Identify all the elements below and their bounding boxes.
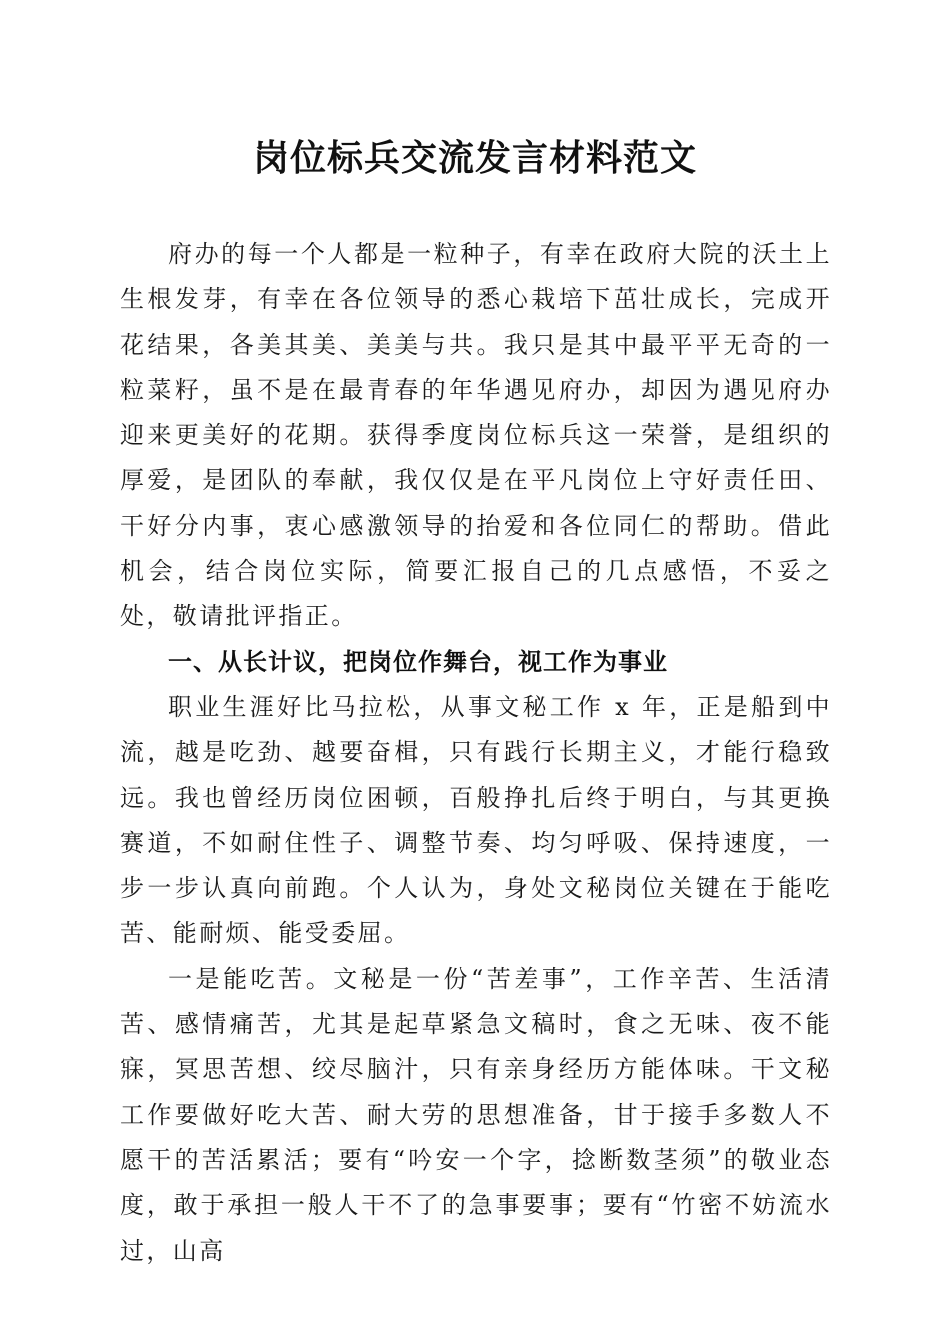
document-body: [120, 232, 832, 1274]
intro-paragraph: 府办的每一个人都是一粒种子，有幸在政府大院的沃土上生根发芽，有幸在各位领导的悉心栽培下茁壮成长，完成开花结果，各美其美、美美与共。我只是其中最平平无奇的一粒菜籽，虽不是在最青春的年华遇见府办，却因为遇见府办迎来更美好的花期。获得季度岗位标兵这一荣誉，是组织的厚爱，是团队的奉献，我仅仅是在平凡岗位上守好责任田、干好分内事，衷心感激领导的抬爱和各位同仁的帮助。借此机会，结合岗位实际，简要汇报自己的几点感悟，不妥之处，敬请批评指正。: [120, 240, 832, 631]
section-heading-1: 一、从长计议，把岗位作舞台，视工作为事业: [168, 647, 668, 676]
document-title: 岗位标兵交流发言材料范文: [252, 137, 697, 179]
section1-paragraph: 职业生涯好比马拉松，从事文秘工作 x 年，正是船到中流，越是吃劲、越要奋楫，只有践行长期主义，才能行稳致远。我也曾经历岗位困顿，百般挣扎后终于明白，与其更换赛道，不如耐住性子、调整节奏、均匀呼吸、保持速度，一步一步认真向前跑。个人认为，身处文秘岗位关键在于能吃苦、能耐烦、能受委屈。: [120, 692, 832, 948]
point1-text: 文秘是一份“苦差事”，工作辛苦、生活清苦、感情痛苦，尤其是起草紧急文稿时，食之无味、夜不能寐，冥思苦想、绞尽脑汁，只有亲身经历方能体味。干文秘工作要做好吃大苦、耐大劳的思想准备，甘于接手多数人不愿干的苦活累活；要有“吟安一个字，捻断数茎须”的敬业态度，敢于承担一般人干不了的急事要事；要有“竹密不妨流水过，山高: [120, 964, 832, 1265]
point1-lead: 一是能吃苦。: [168, 964, 334, 993]
point1-paragraph: [120, 957, 832, 1274]
